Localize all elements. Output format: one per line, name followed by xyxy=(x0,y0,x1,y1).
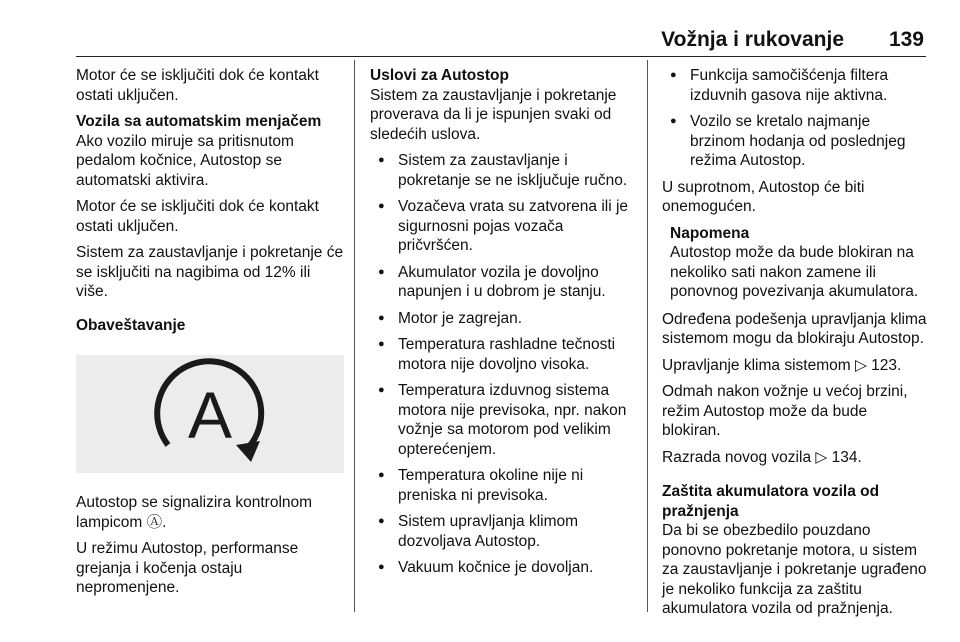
paragraph: Da bi se obezbedilo pouzdano ponovno pokretanje motora, u sistem za zaustavljanje i pokretanje ugrađeno je nekoliko funkcija za zaštitu akumulatora vozila od pražnjenja. xyxy=(662,522,927,617)
list-item: ● Funkcija samočišćenja filtera izduvnih gasova nije aktivna. xyxy=(662,66,928,105)
subheading-autostop-conditions: Uslovi za Autostop xyxy=(370,67,509,84)
note-text: Autostop može da bude blokiran na nekoliko sati nakon zamene ili ponovnog povezivanja akumulatora. xyxy=(670,244,919,300)
autostop-icon xyxy=(76,355,344,473)
paragraph: Autostop se signalizira kontrolnom lampicom Ⓐ. xyxy=(76,494,313,531)
paragraph: Određena podešenja upravljanja klima sistemom mogu da blokiraju Autostop. xyxy=(662,310,927,347)
column-divider-2 xyxy=(647,60,648,612)
column-2 xyxy=(370,66,634,585)
column-divider-1 xyxy=(354,60,355,612)
list-item: ● Sistem za zaustavljanje i pokretanje se ne isključuje ručno. xyxy=(370,151,634,190)
header-rule xyxy=(76,56,926,57)
list-item: ● Sistem upravljanja klimom dozvoljava Autostop. xyxy=(370,512,634,551)
paragraph: Sistem za zaustavljanje i pokretanje proverava da li je ispunjen svaki od sledećih uslova. xyxy=(370,86,617,143)
paragraph: Motor će se isključiti dok će kontakt ostati uključen. xyxy=(76,198,319,235)
autostop-indicator-figure xyxy=(76,355,344,473)
conditions-list xyxy=(370,151,634,578)
list-item: ● Vakuum kočnice je dovoljan. xyxy=(370,558,634,578)
list-item: ● Temperatura izduvnog sistema motora nije previsoka, npr. nakon vožnje sa motorom pod velikim opterećenjem. xyxy=(370,381,634,459)
cross-reference-climate[interactable]: Upravljanje klima sistemom ▷ 123. xyxy=(662,356,902,374)
paragraph: Sistem za zaustavljanje i pokretanje će se isključiti na nagibima od 12% ili više. xyxy=(76,244,344,300)
list-item: ● Akumulator vozila je dovoljno napunjen i u dobrom je stanju. xyxy=(370,263,634,302)
subheading-automatic-transmission: Vozila sa automatskim menjačem xyxy=(76,113,322,130)
chapter-title: Vožnja i rukovanje xyxy=(661,28,844,51)
list-item: ● Temperatura rashladne tečnosti motora nije dovoljno visoka. xyxy=(370,335,634,374)
list-item: ● Motor je zagrejan. xyxy=(370,309,634,329)
list-item: ● Vozilo se kretalo najmanje brzinom hodanja od poslednjeg režima Autostop. xyxy=(662,112,928,171)
note-box xyxy=(662,224,928,302)
paragraph: Odmah nakon vožnje u većoj brzini, režim Autostop može da bude blokiran. xyxy=(662,383,908,439)
list-item: ● Temperatura okoline nije ni preniska ni previsoka. xyxy=(370,466,634,505)
paragraph: Ako vozilo miruje sa pritisnutom pedalom kočnice, Autostop se automatski aktivira. xyxy=(76,132,294,189)
conditions-list-continued xyxy=(662,66,928,171)
cross-reference-break-in[interactable]: Razrada novog vozila ▷ 134. xyxy=(662,448,862,466)
section-heading-notification: Obaveštavanje xyxy=(76,316,186,334)
paragraph: Motor će se isključiti dok će kontakt ostati uključen. xyxy=(76,67,319,104)
column-1 xyxy=(76,66,344,605)
column-3 xyxy=(662,66,928,626)
list-item: ● Vozačeva vrata su zatvorena ili je sigurnosni pojas vozača pričvršćen. xyxy=(370,197,634,256)
subheading-battery-protection: Zaštita akumulatora vozila od pražnjenja xyxy=(662,483,880,520)
paragraph: U suprotnom, Autostop će biti onemogućen. xyxy=(662,178,865,215)
autostop-icon-letter: A xyxy=(187,378,233,452)
note-heading: Napomena xyxy=(670,224,750,242)
page-header xyxy=(0,0,960,56)
paragraph: U režimu Autostop, performanse grejanja i kočenja ostaju nepromenjene. xyxy=(76,540,299,596)
page-number: 139 xyxy=(888,28,924,51)
